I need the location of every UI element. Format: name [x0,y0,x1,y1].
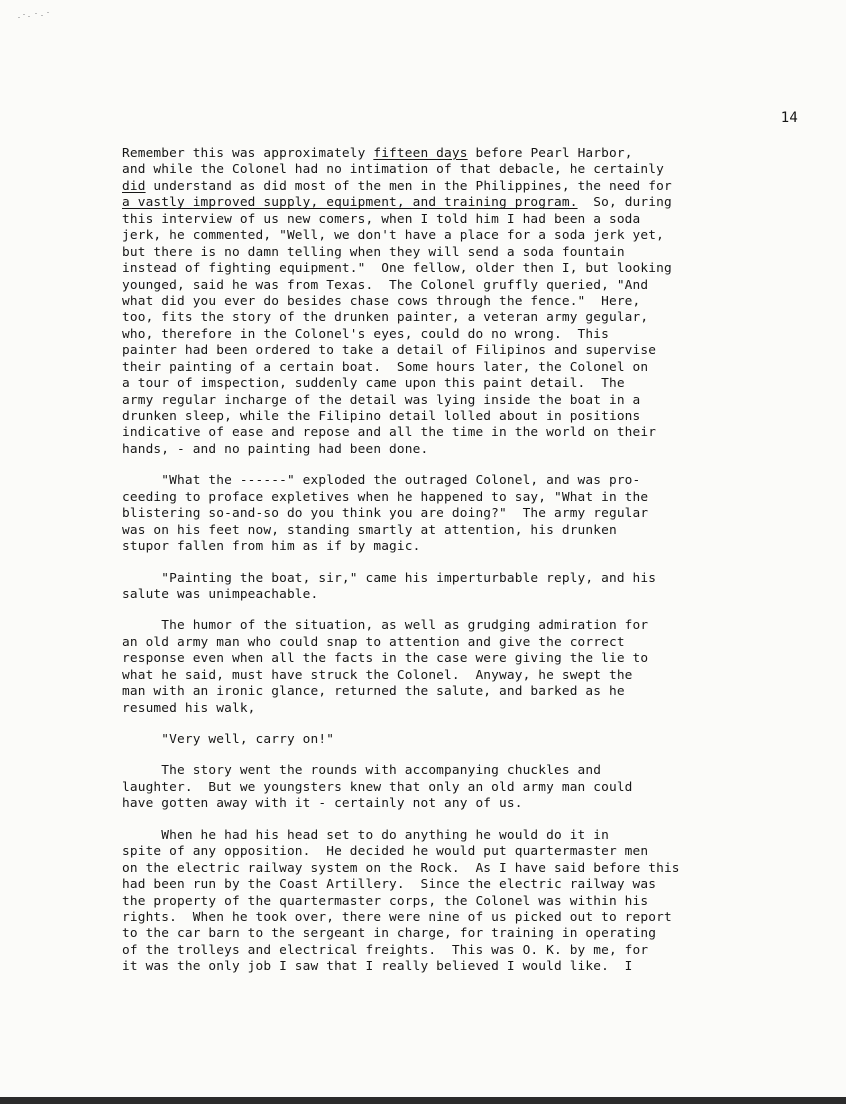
document-body [122,146,822,976]
text-line-36: have gotten away with it - certainly not any of us. [122,796,523,812]
text-line-35: laughter. But we youngsters knew that only an old army man could [122,779,633,795]
text-line-16: army regular incharge of the detail was lying inside the boat in a [122,392,641,408]
text-line-17: drunken sleep, while the Filipino detail lolled about in positions [122,409,641,424]
scan-specks [16,10,56,28]
text-line-25: "Painting the boat, sir," came his imperturbable reply, and his [122,570,657,586]
text-line-9: younged, said he was from Texas. The Colonel gruffly queried, "And [122,277,649,293]
text-line-23: was on his feet now, standing smartly at attention, his drunken [122,522,617,538]
text-line-42: rights. When he took over, there were nine of us picked out to report [122,909,672,925]
text-line-5: this interview of us new comers, when I told him I had been a soda [122,211,641,227]
text-line-45: it was the only job I saw that I really believed I would like. I [122,959,633,975]
text-line-33: "Very well, carry on!" [122,732,335,747]
text-line-12: who, therefore in the Colonel's eyes, could do no wrong. This [122,326,609,342]
text-line-8: instead of fighting equipment." One fellow, older then I, but looking [122,261,672,277]
text-line-32: resumed his walk, [122,700,256,716]
page-number: 14 [780,110,798,126]
text-line-30: what he said, must have struck the Colonel. Anyway, he swept the [122,667,633,683]
text-line-40: had been run by the Coast Artillery. Since the electric railway was [122,877,657,893]
text-line-27: The humor of the situation, as well as grudging admiration for [122,618,649,634]
text-line-7: but there is no damn telling when they will send a soda fountain [122,244,625,260]
text-line-37: When he had his head set to do anything he would do it in [122,827,609,843]
text-line-31: man with an ironic glance, returned the salute, and barked as he [122,684,625,700]
text-line-28: an old army man who could snap to attention and give the correct [122,634,625,650]
text-line-4: a vastly improved supply, equipment, and training program. So, during [122,195,672,211]
scan-bottom-edge [0,1097,846,1104]
text-line-3: did understand as did most of the men in the Philippines, the need for [122,178,672,194]
text-line-26: salute was unimpeachable. [122,586,319,602]
text-line-18: indicative of ease and repose and all the time in the world on their [122,425,657,441]
text-line-39: on the electric railway system on the Rock. As I have said before this [122,860,680,876]
text-line-2: and while the Colonel had no intimation of that debacle, he certainly [122,162,664,178]
text-line-43: to the car barn to the sergeant in charge, for training in operating [122,926,657,942]
text-line-19: hands, - and no painting had been done. [122,441,429,457]
text-line-29: response even when all the facts in the case were giving the lie to [122,651,649,667]
text-line-20: "What the ------" exploded the outraged Colonel, and was pro- [122,473,641,489]
text-line-13: painter had been ordered to take a detail of Filipinos and supervise [122,343,657,359]
text-line-38: spite of any opposition. He decided he would put quartermaster men [122,844,649,860]
text-line-22: blistering so-and-so do you think you are doing?" The army regular [122,506,649,522]
text-line-44: of the trolleys and electrical freights. This was O. K. by me, for [122,942,649,958]
text-line-21: ceeding to proface expletives when he happened to say, "What in the [122,489,649,505]
text-line-41: the property of the quartermaster corps, the Colonel was within his [122,893,649,909]
text-line-1: Remember this was approximately fifteen days before Pearl Harbor, [122,146,633,161]
text-line-24: stupor fallen from him as if by magic. [122,539,421,555]
text-line-15: a tour of imspection, suddenly came upon this paint detail. The [122,376,625,392]
text-line-10: what did you ever do besides chase cows through the fence." Here, [122,293,641,309]
text-line-14: their painting of a certain boat. Some hours later, the Colonel on [122,359,649,375]
text-line-34: The story went the rounds with accompanying chuckles and [122,763,602,779]
text-line-11: too, fits the story of the drunken painter, a veteran army gegular, [122,310,649,326]
text-line-6: jerk, he commented, "Well, we don't have a place for a soda jerk yet, [122,228,664,244]
